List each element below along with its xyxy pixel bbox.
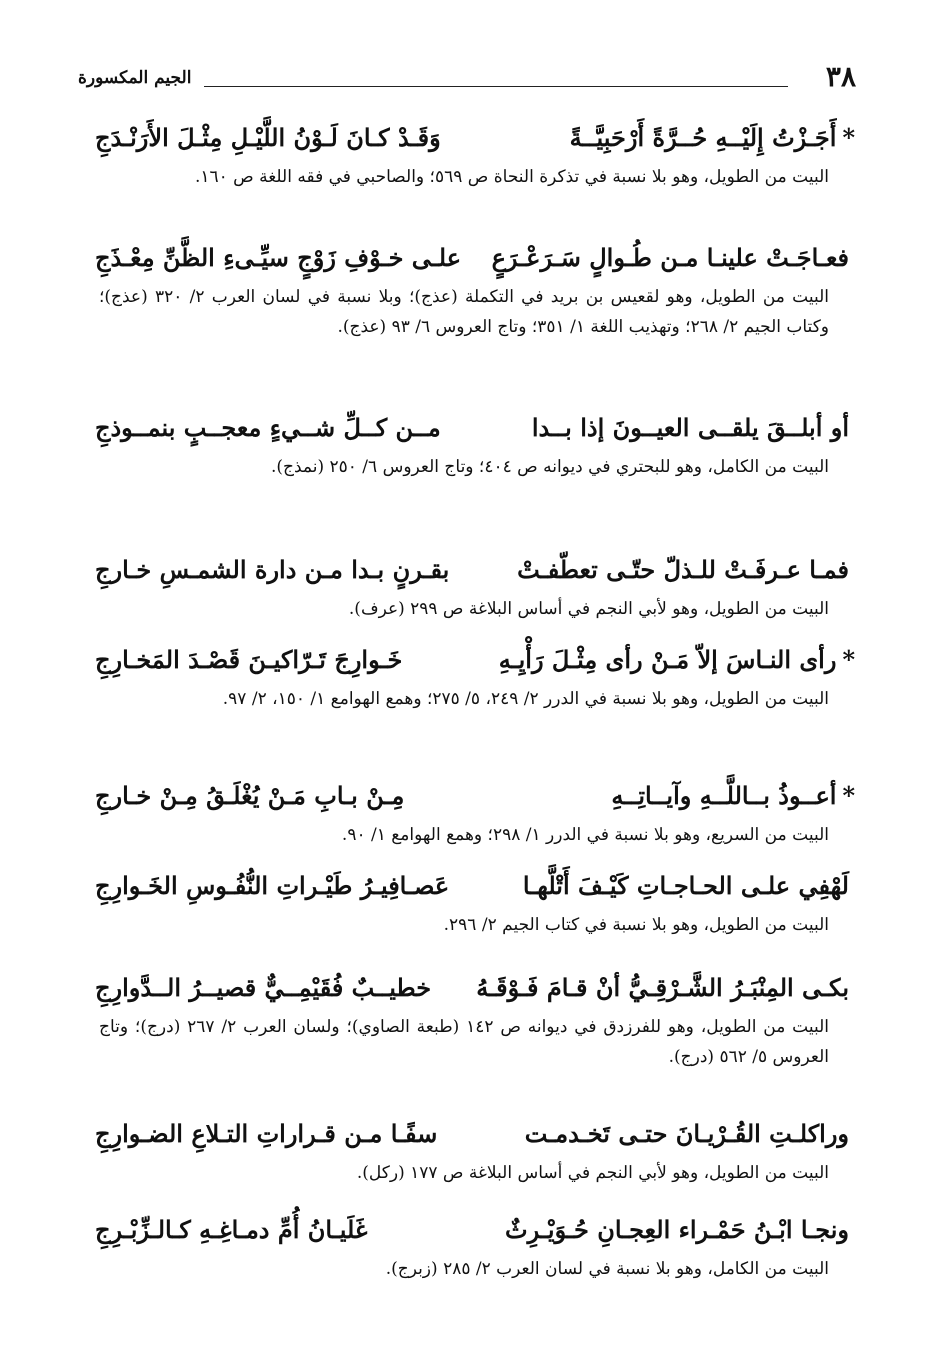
second-hemistich: خطيــبٌ فُقَيْمِــيٌّ قصيــرُ الــدَّوارِجِ [95,973,432,1002]
verse-line [95,548,855,592]
running-title: الجيم المكسورة [78,68,192,88]
second-hemistich: سفًـا مـن قـراراتِ التـلاعِ الضـوارِجِ [95,1119,438,1148]
second-hemistich: بقـرنٍ بـدا مـن دارة الشمـسِ خـارجِ [95,555,450,584]
asterisk-marker: * [842,645,855,674]
first-hemistich [523,864,855,908]
second-hemistich: عَصـافِيـرُ طَيْـراتِ النُّفُـوسِ الخَـوارِجِ [95,871,450,900]
verse-line [95,1208,855,1252]
verse-entry [95,1112,855,1188]
verse-entry [95,774,855,850]
first-hemistich-text: أو أبلــقَ يلقــى العيــونَ إذا بــدا [531,413,849,442]
first-hemistich [611,774,855,818]
second-hemistich: مِـنْ بـابِ مَـنْ يُغْلَـقُ مِـنْ خـارجِ [95,781,405,810]
verse-entry [95,638,855,714]
citation-note: البيت من الطويل، وهو لأبي النجم في أساس البلاغة ص ١٧٧ (ركل). [356,1163,829,1183]
citation-note: البيت من الطويل، وهو للفرزدق في ديوانه ص ١٤٢ (طبعة الصاوي)؛ ولسان العرب ٢/ ٢٦٧ (درج)؛ وتاج العروس ٥/ ٥٦٢ (درج). [99,1017,829,1067]
first-hemistich [525,1112,855,1156]
first-hemistich [476,966,855,1010]
first-hemistich [570,116,855,160]
second-hemistich: وَقَـدْ كـانَ لَـوْنُ اللَّيْـلِ مِثْـلَ الأَرَنْـدَجِ [95,123,441,152]
verse-line [95,1112,855,1156]
second-hemistich: علـى خـوْفِ زَوْجٍ سيِّـىءِ الظَّنِّ مِعْـذَجِ [95,243,462,272]
verse-line [95,236,855,280]
citation-note: البيت من الطويل، وهو بلا نسبة في الدرر ٢/ ٢٤٩، ٥/ ٢٧٥؛ وهمع الهوامع ١/ ١٥٠، ٢/ ٩٧. [222,689,829,709]
first-hemistich-text: فعـاجَـتْ علينـا مـن طُـوالٍ سَـرَعْـرَعٍ [491,243,849,272]
first-hemistich [532,406,855,450]
verse-entry [95,1208,855,1284]
verse-entry [95,116,855,192]
first-hemistich-text: أَجَـزْتُ إِلَيْــهِ حُــرَّةً أَرْحَبِيَّــةً [569,123,837,152]
citation-note: البيت من الطويل، وهو لأبي النجم في أساس البلاغة ص ٢٩٩ (عرف). [348,599,829,619]
header-rule [204,86,788,87]
verse-line [95,966,855,1010]
verse-line [95,638,855,682]
verse-line [95,774,855,818]
asterisk-marker: * [842,123,855,152]
verse-entry [95,864,855,940]
verse-line [95,406,855,450]
first-hemistich-text: رأى النـاسَ إلاّ مَـنْ رأى مِثْـلَ رَأْيِـهِ [498,645,837,674]
second-hemistich: مــن كــلِّ شــيءٍ معجــبٍ بنمــوذجِ [95,413,441,442]
verse-entry [95,966,855,1072]
first-hemistich-text: لَهْفِي علـى الحـاجـاتِ كَيْـفَ أَتْلَّهـا [522,871,849,900]
first-hemistich-text: أعــوذُ بــاللَّــهِ وآيــاتِــهِ [611,781,837,810]
verse-line [95,116,855,160]
second-hemistich: غَلَيـانُ أُمِّ دمـاغِـهِ كـالـزِّبْـرِجِ [95,1215,368,1244]
citation-note: البيت من الطويل، وهو بلا نسبة في تذكرة النحاة ص ٥٦٩؛ والصاحبي في فقه اللغة ص ١٦٠. [194,167,829,187]
verse-entry [95,236,855,342]
citation-note: البيت من الكامل، وهو للبحتري في ديوانه ص ٤٠٤؛ وتاج العروس ٦/ ٢٥٠ (نمذج). [270,457,829,477]
first-hemistich [499,638,855,682]
first-hemistich [505,1208,855,1252]
first-hemistich [517,548,855,592]
verse-line [95,864,855,908]
second-hemistich: خَـوارِجَ تَـرّاكيـنَ قَصْـدَ المَخـارِجِ [95,645,403,674]
first-hemistich-text: فمـا عـرفَـتْ للـذلّ حتّـى تعطّفـتْ [517,555,849,584]
first-hemistich-text: ونجـا ابْـنُ حَمْـراء العِجـانِ حُـوَيْـرِثٌ [505,1215,849,1244]
first-hemistich [492,236,855,280]
citation-note: البيت من الطويل، وهو بلا نسبة في كتاب الجيم ٢/ ٢٩٦. [443,915,829,935]
verse-entry [95,548,855,624]
first-hemistich-text: وراكلـتِ القُـرْيـانَ حتـى تَخـدمـت [524,1119,849,1148]
page-number: ٣٨ [825,60,856,93]
verse-entry [95,406,855,482]
page-header [78,58,856,98]
citation-note: البيت من الكامل، وهو بلا نسبة في لسان العرب ٢/ ٢٨٥ (زبرج). [385,1259,829,1279]
first-hemistich-text: بكـى المِنْبَـرُ الشَّـرْقِـيُّ أنْ قـامَ فَـوْقَـهُ [476,973,849,1002]
asterisk-marker: * [842,781,855,810]
citation-note: البيت من السريع، وهو بلا نسبة في الدرر ١/ ٢٩٨؛ وهمع الهوامع ١/ ٩٠. [341,825,829,845]
citation-note: البيت من الطويل، وهو لقعيس بن بريد في التكملة (عذج)؛ وبلا نسبة في لسان العرب ٢/ ٣٢٠ (عذج)؛ وكتاب الجيم ٢/ ٢٦٨؛ وتهذيب اللغة ١/ ٣٥١؛ وتاج العروس ٦/ ٩٣ (عذج). [99,287,829,337]
